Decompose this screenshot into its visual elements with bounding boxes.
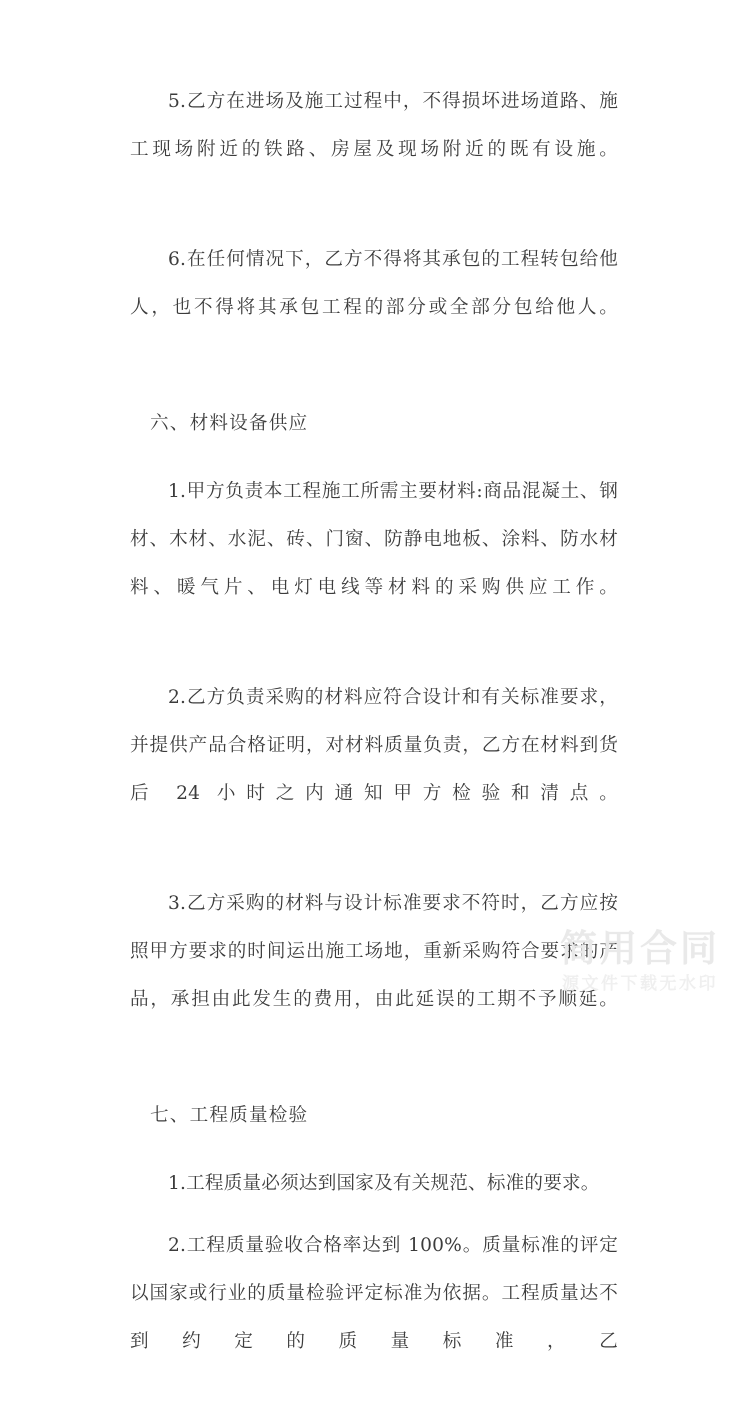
- paragraph-quality-item-1: 1.工程质量必须达到国家及有关规范、标准的要求。: [168, 1173, 600, 1194]
- watermark-subtitle-text: 源文件下载无水印: [562, 973, 718, 994]
- watermark-brand-text: 简用合同: [560, 926, 720, 970]
- paragraph-materials-item-2: 2.乙方负责采购的材料应符合设计和有关标准要求，并提供产品合格证明，对材料质量负责，乙方在材料到货后 24 小时之内通知甲方检验和清点。: [130, 687, 618, 804]
- paragraph-item-5: 5.乙方在进场及施工过程中，不得损坏进场道路、施工现场附近的铁路、房屋及现场附近的既有设施。: [130, 91, 618, 160]
- heading-section-seven: 七、工程质量检验: [150, 1105, 309, 1126]
- paragraph-materials-item-1: 1.甲方负责本工程施工所需主要材料:商品混凝土、钢材、木材、水泥、砖、门窗、防静电地板、涂料、防水材料、暖气片、电灯电线等材料的采购供应工作。: [130, 481, 618, 598]
- document-body: [130, 78, 618, 1428]
- paragraph-materials-item-3: 3.乙方采购的材料与设计标准要求不符时，乙方应按照甲方要求的时间运出施工场地，重新采购符合要求的产品，承担由此发生的费用，由此延误的工期不予顺延。: [130, 893, 618, 1010]
- heading-section-six: 六、材料设备供应: [150, 413, 309, 434]
- paragraph-quality-item-2: 2.工程质量验收合格率达到 100%。质量标准的评定以国家或行业的质量检验评定标准为依据。工程质量达不到约定的质量标准，乙: [130, 1235, 618, 1352]
- paragraph-item-6: 6.在任何情况下，乙方不得将其承包的工程转包给他人，也不得将其承包工程的部分或全部分包给他人。: [130, 249, 618, 318]
